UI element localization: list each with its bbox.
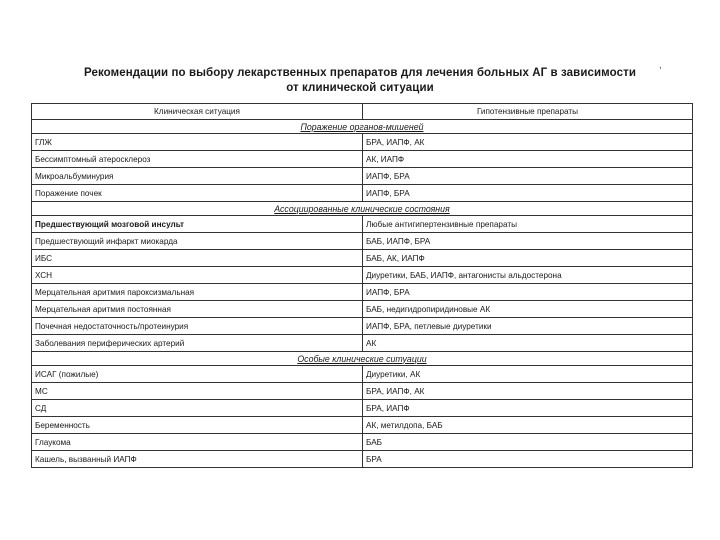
table-row xyxy=(32,134,693,151)
cell-clinical-situation: Кашель, вызванный ИАПФ xyxy=(32,451,363,468)
table-body xyxy=(32,120,693,468)
table-row xyxy=(32,400,693,417)
cell-clinical-situation: ИБС xyxy=(32,250,363,267)
table-row xyxy=(32,366,693,383)
cell-clinical-situation: Мерцательная аритмия пароксизмальная xyxy=(32,284,363,301)
document-title xyxy=(60,66,660,96)
cell-hypotensive-drugs: БАБ, недигидропиридиновые АК xyxy=(363,301,693,318)
cell-hypotensive-drugs: ИАПФ, БРА xyxy=(363,168,693,185)
cell-clinical-situation: Мерцательная аритмия постоянная xyxy=(32,301,363,318)
cell-hypotensive-drugs: БАБ xyxy=(363,434,693,451)
section-title: Особые клинические ситуации xyxy=(32,352,693,366)
cell-clinical-situation: Предшествующий инфаркт миокарда xyxy=(32,233,363,250)
cell-hypotensive-drugs: БРА xyxy=(363,451,693,468)
cell-hypotensive-drugs: БАБ, ИАПФ, БРА xyxy=(363,233,693,250)
recommendation-table xyxy=(31,103,693,468)
cell-hypotensive-drugs: Любые антигипертензивные препараты xyxy=(363,216,693,233)
cell-clinical-situation: ХСН xyxy=(32,267,363,284)
header-clinical-situation: Клиническая ситуация xyxy=(32,104,363,120)
cell-hypotensive-drugs: БАБ, АК, ИАПФ xyxy=(363,250,693,267)
cell-clinical-situation: Беременность xyxy=(32,417,363,434)
table-row xyxy=(32,451,693,468)
table-row xyxy=(32,434,693,451)
cell-hypotensive-drugs: АК, метилдопа, БАБ xyxy=(363,417,693,434)
cell-hypotensive-drugs: БРА, ИАПФ, АК xyxy=(363,383,693,400)
table-row xyxy=(32,301,693,318)
cell-clinical-situation: Заболевания периферических артерий xyxy=(32,335,363,352)
section-title: Ассоциированные клинические состояния xyxy=(32,202,693,216)
cell-hypotensive-drugs: БРА, ИАПФ xyxy=(363,400,693,417)
cell-hypotensive-drugs: Диуретики, БАБ, ИАПФ, антагонисты альдостерона xyxy=(363,267,693,284)
title-line-2: от клинической ситуации xyxy=(286,82,434,94)
header-hypotensive-drugs: Гипотензивные препараты xyxy=(363,104,693,120)
cell-clinical-situation: СД xyxy=(32,400,363,417)
table-row xyxy=(32,383,693,400)
table-row xyxy=(32,267,693,284)
cell-hypotensive-drugs: Диуретики, АК xyxy=(363,366,693,383)
section-header-row xyxy=(32,120,693,134)
cell-clinical-situation: Предшествующий мозговой инсульт xyxy=(32,216,363,233)
table-row xyxy=(32,417,693,434)
table-row xyxy=(32,185,693,202)
table-row xyxy=(32,250,693,267)
table-row xyxy=(32,335,693,352)
cell-hypotensive-drugs: ИАПФ, БРА xyxy=(363,185,693,202)
cell-hypotensive-drugs: ИАПФ, БРА xyxy=(363,284,693,301)
table-row xyxy=(32,168,693,185)
cell-clinical-situation: Микроальбуминурия xyxy=(32,168,363,185)
table-row xyxy=(32,233,693,250)
cell-clinical-situation: МС xyxy=(32,383,363,400)
cell-hypotensive-drugs: БРА, ИАПФ, АК xyxy=(363,134,693,151)
table-row xyxy=(32,151,693,168)
section-header-row xyxy=(32,202,693,216)
title-line-1: Рекомендации по выбору лекарственных препаратов для лечения больных АГ в зависимости xyxy=(83,67,637,79)
cell-clinical-situation: Глаукома xyxy=(32,434,363,451)
cell-clinical-situation: Почечная недостаточность/протеинурия xyxy=(32,318,363,335)
cell-clinical-situation: ИСАГ (пожилые) xyxy=(32,366,363,383)
table-row xyxy=(32,216,693,233)
cell-hypotensive-drugs: ИАПФ, БРА, петлевые диуретики xyxy=(363,318,693,335)
cell-hypotensive-drugs: АК xyxy=(363,335,693,352)
corner-mark: , xyxy=(659,60,662,71)
table-row xyxy=(32,284,693,301)
cell-clinical-situation: ГЛЖ xyxy=(32,134,363,151)
table-header-row xyxy=(32,104,693,120)
table-row xyxy=(32,318,693,335)
cell-hypotensive-drugs: АК, ИАПФ xyxy=(363,151,693,168)
section-title: Поражение органов-мишеней xyxy=(32,120,693,134)
cell-clinical-situation: Поражение почек xyxy=(32,185,363,202)
section-header-row xyxy=(32,352,693,366)
cell-clinical-situation: Бессимптомный атеросклероз xyxy=(32,151,363,168)
